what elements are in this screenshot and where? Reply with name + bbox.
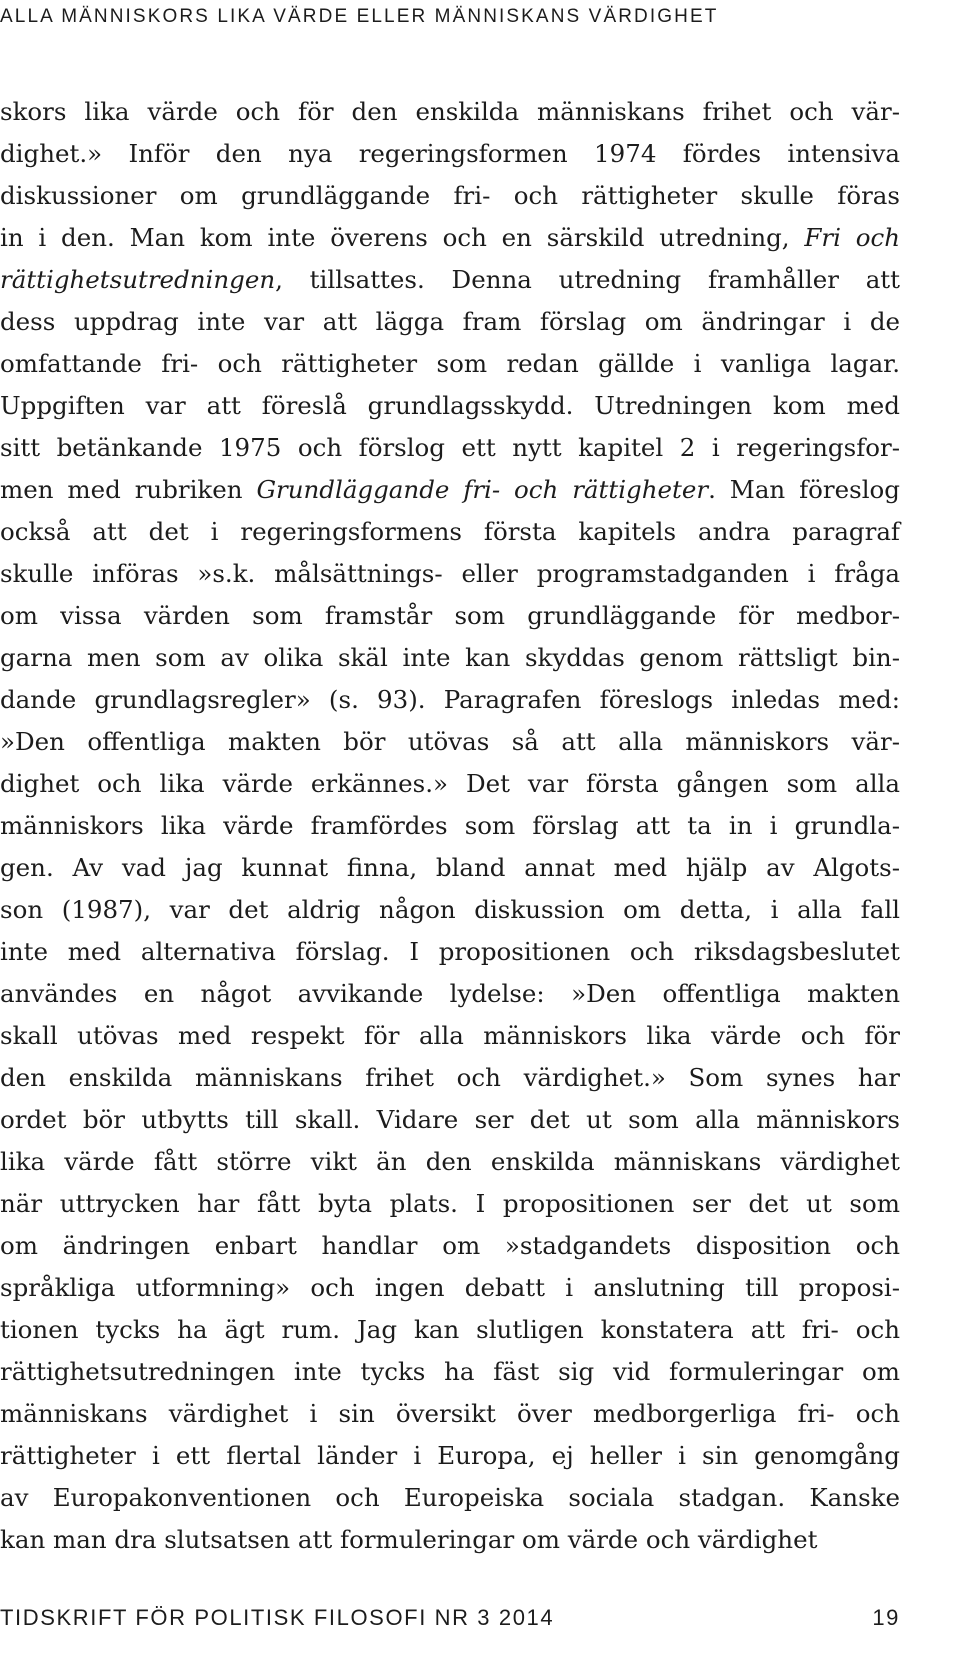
text-line: »Den offentliga makten bör utövas så att alla människors vär- [0, 727, 900, 756]
italic-title: Grundläggande fri- och rättigheter [256, 475, 709, 504]
text-line [0, 469, 900, 511]
text-line [0, 259, 900, 301]
text-line: språkliga utformning» och ingen debatt i anslutning till proposi- [0, 1273, 900, 1302]
text-line: kan man dra slutsatsen att formuleringar om värde och värdighet [0, 1525, 818, 1554]
italic-title: Fri och [804, 223, 900, 252]
text-line: Uppgiften var att föreslå grundlagsskydd. Utredningen kom med [0, 391, 900, 420]
text-line: rättigheter i ett flertal länder i Europa, ej heller i sin genomgång [0, 1441, 900, 1470]
text-line: lika värde fått större vikt än den enskilda människans värdighet [0, 1147, 900, 1176]
body-text [0, 91, 900, 1561]
journal-name: TIDSKRIFT FÖR POLITISK FILOSOFI NR 3 2014 [0, 1605, 555, 1630]
text-line: den enskilda människans frihet och värdighet.» Som synes har [0, 1063, 900, 1092]
text-line: gen. Av vad jag kunnat finna, bland annat med hjälp av Algots- [0, 853, 900, 882]
text-line: sitt betänkande 1975 och förslog ett nytt kapitel 2 i regeringsfor- [0, 433, 900, 462]
text-line: människans värdighet i sin översikt över medborgerliga fri- och [0, 1399, 900, 1428]
text-line: när uttrycken har fått byta plats. I propositionen ser det ut som [0, 1189, 900, 1218]
text-line: diskussioner om grundläggande fri- och rättigheter skulle föras [0, 181, 900, 210]
text-line: skall utövas med respekt för alla människors lika värde och för [0, 1021, 900, 1050]
text-line: dighet och lika värde erkännes.» Det var första gången som alla [0, 769, 900, 798]
text-line: användes en något avvikande lydelse: »Den offentliga makten [0, 979, 900, 1008]
text-line: om vissa värden som framstår som grundläggande för medbor- [0, 601, 900, 630]
text-segment: in i den. Man kom inte överens och en särskild utredning, [0, 223, 790, 252]
text-line: av Europakonventionen och Europeiska sociala stadgan. Kanske [0, 1483, 900, 1512]
text-line: människors lika värde framfördes som förslag att ta in i grundla- [0, 811, 900, 840]
text-line: ordet bör utbytts till skall. Vidare ser det ut som alla människors [0, 1105, 900, 1134]
text-line: dande grundlagsregler» (s. 93). Paragrafen föreslogs inledas med: [0, 685, 900, 714]
text-segment: men med rubriken [0, 475, 243, 504]
text-line: omfattande fri- och rättigheter som redan gällde i vanliga lagar. [0, 349, 900, 378]
italic-title: rättighetsutredningen [0, 265, 276, 294]
page-number: 19 [872, 1605, 900, 1630]
text-segment: . Man föreslog [708, 475, 900, 504]
text-line: tionen tycks ha ägt rum. Jag kan slutligen konstatera att fri- och [0, 1315, 900, 1344]
text-line: skors lika värde och för den enskilda människans frihet och vär- [0, 97, 900, 126]
text-line: dess uppdrag inte var att lägga fram förslag om ändringar i de [0, 307, 900, 336]
text-line [0, 217, 900, 259]
text-segment: , tillsattes. Denna utredning framhåller att [275, 265, 900, 294]
text-line: son (1987), var det aldrig någon diskussion om detta, i alla fall [0, 895, 900, 924]
text-line: inte med alternativa förslag. I propositionen och riksdagsbeslutet [0, 937, 900, 966]
text-line: om ändringen enbart handlar om »stadgandets disposition och [0, 1231, 900, 1260]
text-line: garna men som av olika skäl inte kan skyddas genom rättsligt bin- [0, 643, 900, 672]
text-line: också att det i regeringsformens första kapitels andra paragraf [0, 517, 900, 546]
text-line: rättighetsutredningen inte tycks ha fäst sig vid formuleringar om [0, 1357, 900, 1386]
page-footer [0, 1605, 900, 1631]
text-line: skulle införas »s.k. målsättnings- eller programstadganden i fråga [0, 559, 900, 588]
running-header: ALLA MÄNNISKORS LIKA VÄRDE ELLER MÄNNISKANS VÄRDIGHET [0, 6, 719, 27]
text-line: dighet.» Inför den nya regeringsformen 1974 fördes intensiva [0, 139, 900, 168]
